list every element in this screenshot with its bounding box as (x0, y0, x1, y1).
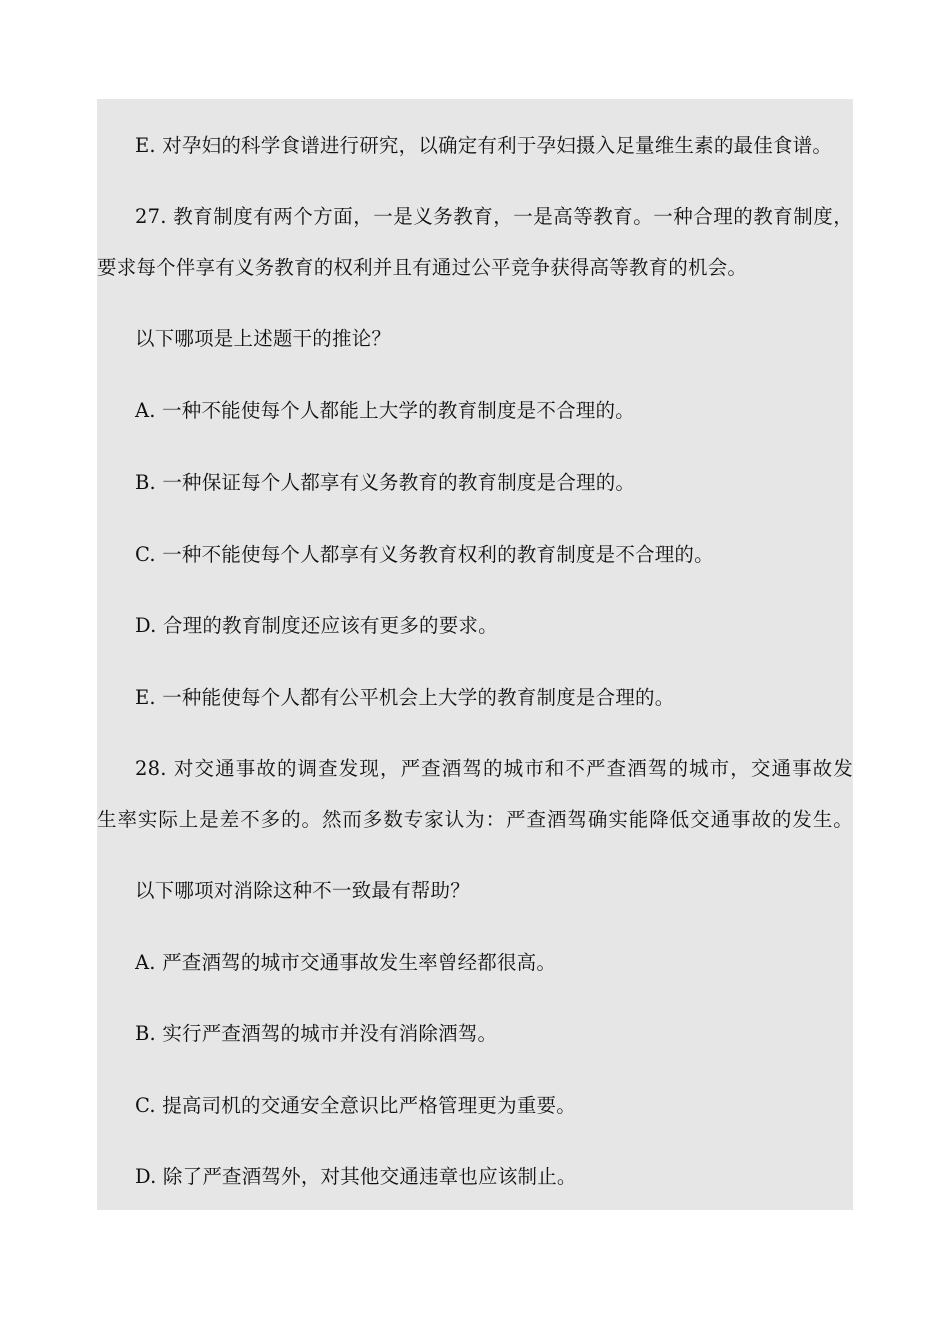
q27-option-d: D. 合理的教育制度还应该有更多的要求。 (135, 614, 498, 637)
q28-option-a: A. 严查酒驾的城市交通事故发生率曾经都很高。 (135, 951, 557, 974)
q28-stem-line-2: 生率实际上是差不多的。然而多数专家认为：严查酒驾确实能降低交通事故的发生。 (97, 808, 853, 831)
q27-stem-line-2: 要求每个伴享有义务教育的权利并且有通过公平竞争获得高等教育的机会。 (97, 256, 748, 279)
q28-option-b: B. 实行严查酒驾的城市并没有消除酒驾。 (135, 1022, 498, 1045)
q27-option-c: C. 一种不能使每个人都享有义务教育权利的教育制度是不合理的。 (135, 543, 714, 566)
q28-option-d: D. 除了严查酒驾外，对其他交通违章也应该制止。 (135, 1165, 577, 1188)
q28-stem-line-1: 28. 对交通事故的调查发现，严查酒驾的城市和不严查酒驾的城市，交通事故发 (135, 757, 853, 780)
q28-option-c: C. 提高司机的交通安全意识比严格管理更为重要。 (135, 1094, 576, 1117)
q27-question: 以下哪项是上述题干的推论？ (135, 327, 392, 350)
q28-question: 以下哪项对消除这种不一致最有帮助？ (135, 879, 470, 902)
q27-option-b: B. 一种保证每个人都享有义务教育的教育制度是合理的。 (135, 471, 636, 494)
q27-option-e: E. 一种能使每个人都有公平机会上大学的教育制度是合理的。 (135, 686, 675, 709)
q26-option-e: E. 对孕妇的科学食谱进行研究，以确定有利于孕妇摄入足量维生素的最佳食谱。 (135, 134, 833, 157)
document-page (97, 99, 853, 1210)
q27-stem-line-1: 27. 教育制度有两个方面，一是义务教育，一是高等教育。一种合理的教育制度， (135, 205, 853, 228)
q27-option-a: A. 一种不能使每个人都能上大学的教育制度是不合理的。 (135, 399, 635, 422)
